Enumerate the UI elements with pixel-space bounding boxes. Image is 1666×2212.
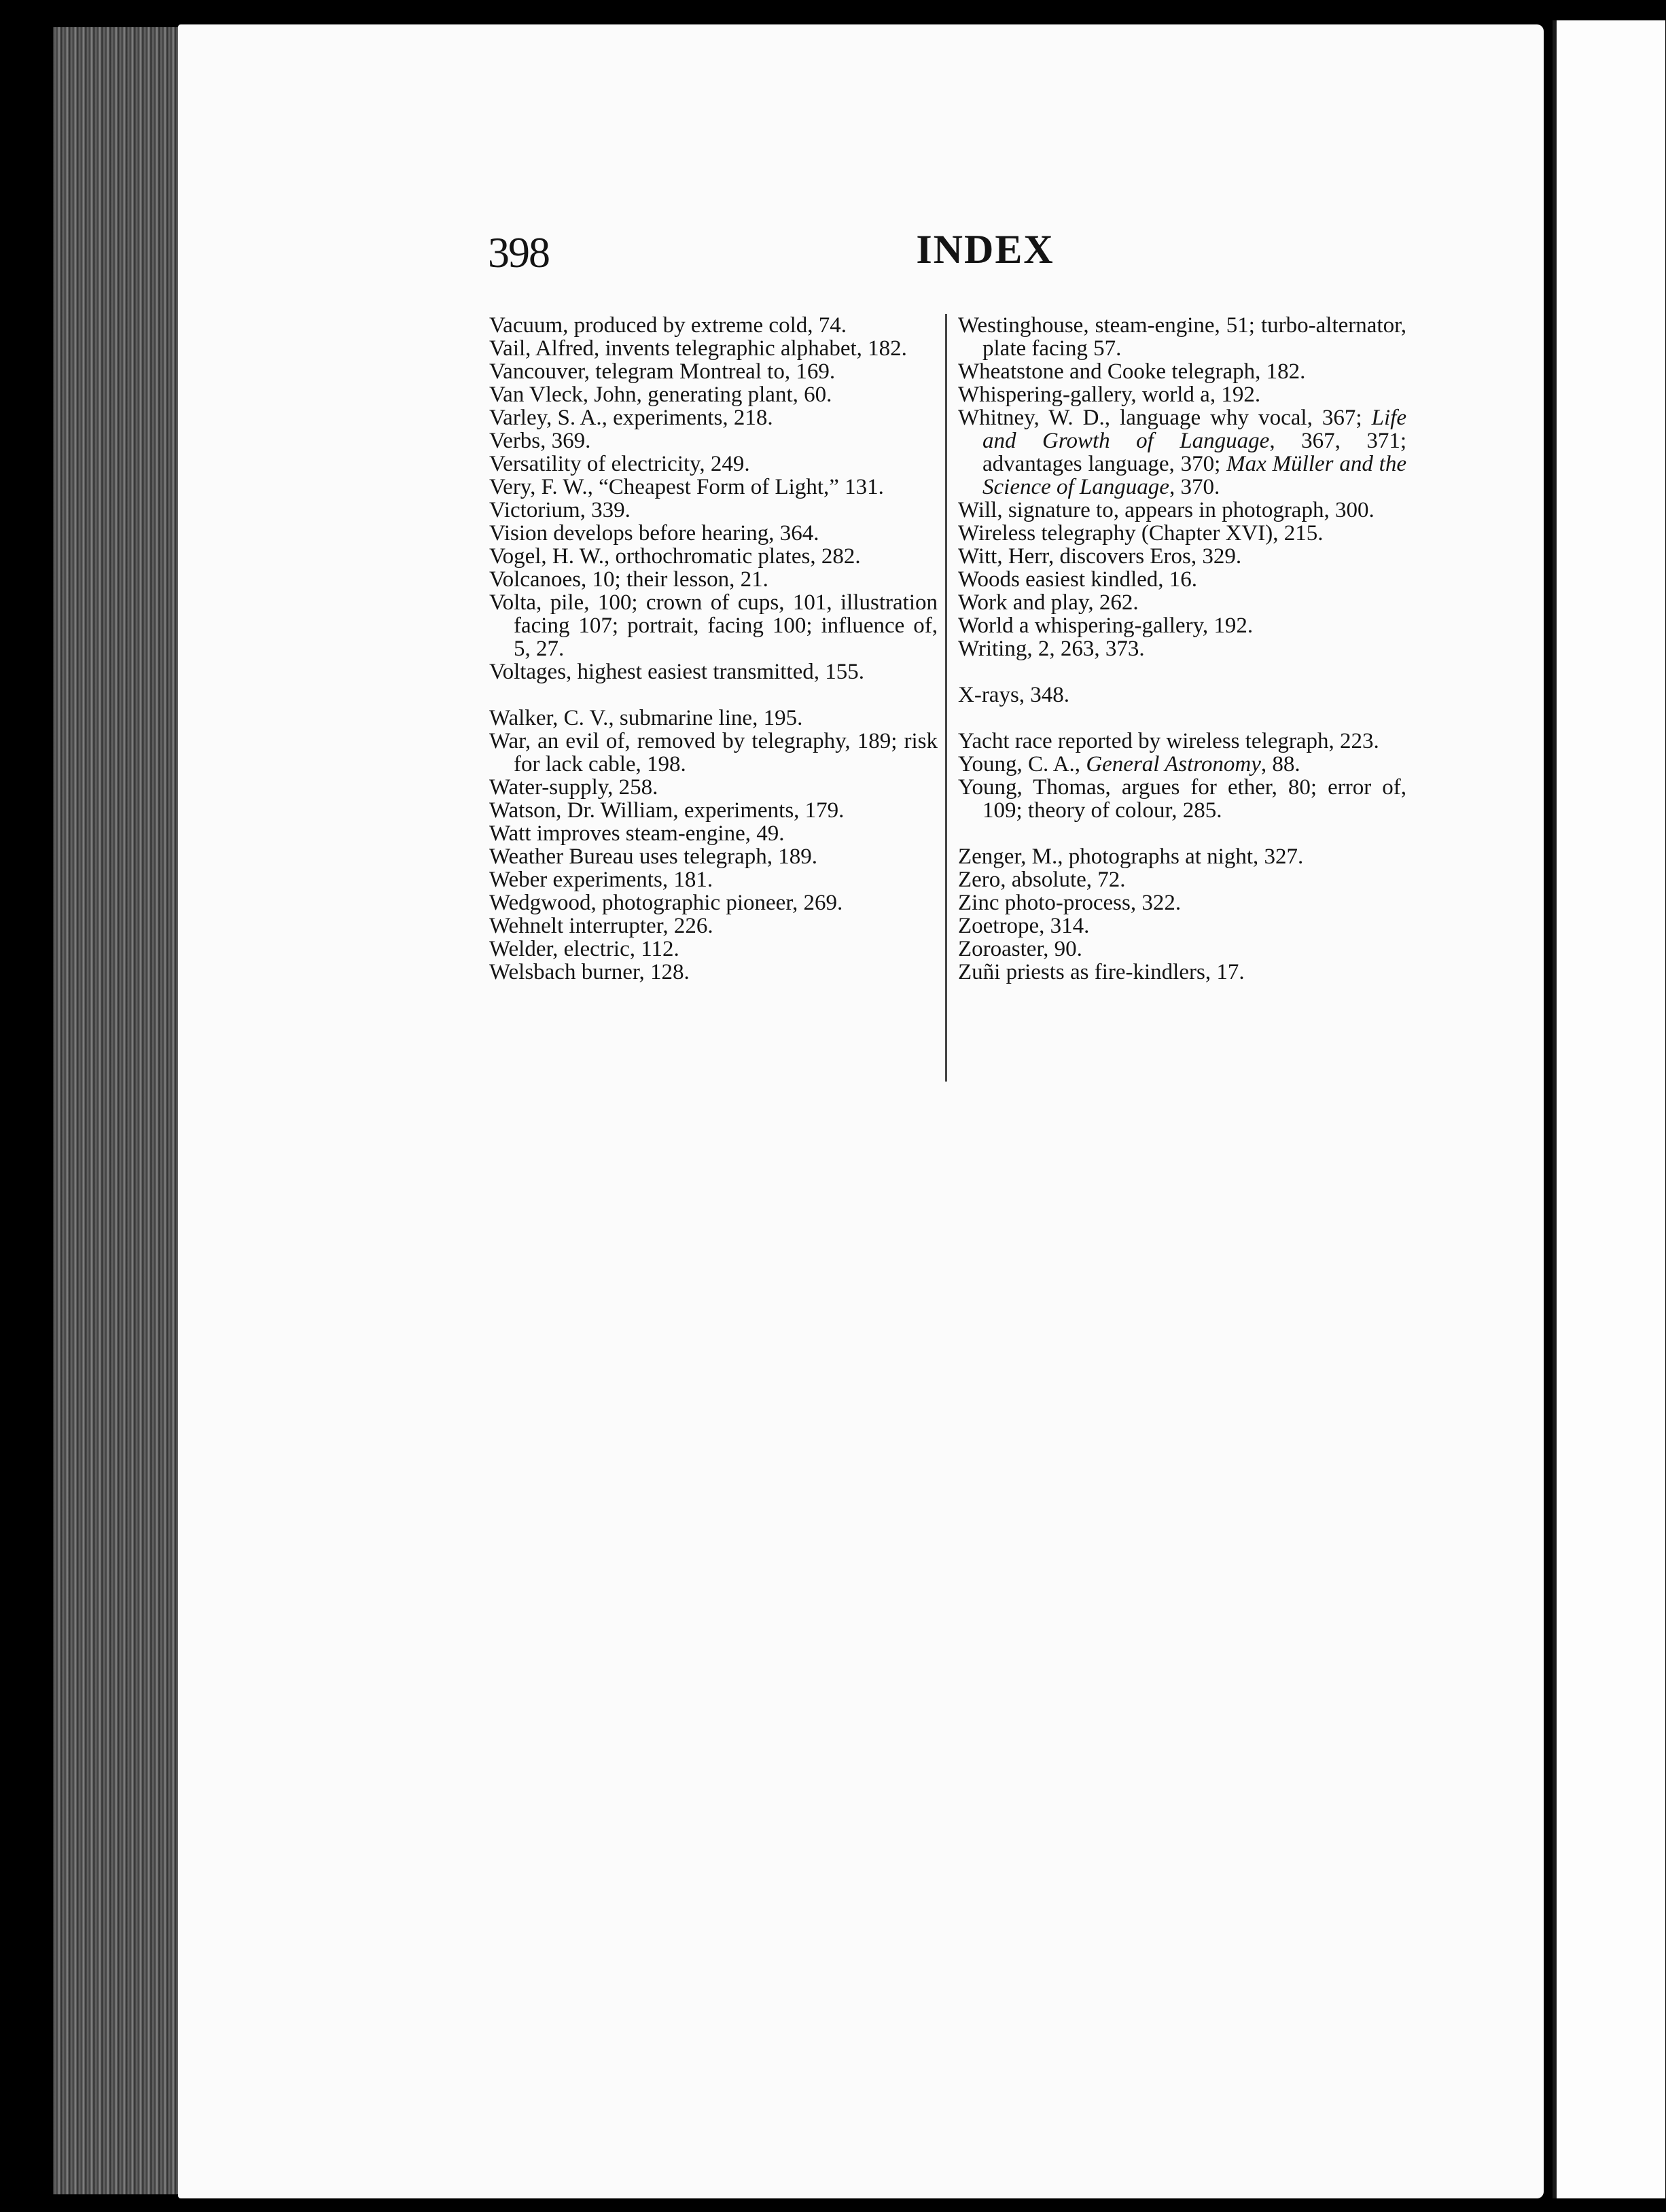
index-entry: Young, C. A., General Astronomy, 88. xyxy=(958,752,1300,777)
index-entry: Wedgwood, photographic pioneer, 269. xyxy=(489,891,843,915)
facing-page-edge xyxy=(1553,20,1665,2198)
index-column-right xyxy=(958,314,1406,984)
index-entry: Watt improves steam-engine, 49. xyxy=(489,821,785,846)
index-column-left xyxy=(489,314,938,984)
index-entry: Welsbach burner, 128. xyxy=(489,960,690,984)
letter-group-gap xyxy=(958,707,1406,730)
index-entry: Woods easiest kindled, 16. xyxy=(958,567,1198,592)
page-number: 398 xyxy=(488,228,549,276)
index-entry: Whispering-gallery, world a, 192. xyxy=(958,382,1261,407)
index-entry: Zero, absolute, 72. xyxy=(958,868,1126,892)
index-entry: Zoroaster, 90. xyxy=(958,937,1082,961)
index-entry: Westinghouse, steam-engine, 51; turbo-alternator, plate facing 57. xyxy=(958,313,1406,361)
index-entry: Water-supply, 258. xyxy=(489,775,658,800)
letter-group-gap xyxy=(958,660,1406,683)
index-entry: Varley, S. A., experiments, 218. xyxy=(489,406,773,430)
index-entry: Weber experiments, 181. xyxy=(489,868,713,892)
index-entry: Zoetrope, 314. xyxy=(958,914,1090,938)
letter-group-gap xyxy=(958,822,1406,845)
index-entry: Vogel, H. W., orthochromatic plates, 282. xyxy=(489,544,861,569)
index-entry: Whitney, W. D., language why vocal, 367; Life and Growth of Language, 367, 371; advantages language, 370; Max Müller and the Science of Language, 370. xyxy=(958,406,1407,499)
index-entry: Vacuum, produced by extreme cold, 74. xyxy=(489,313,847,338)
index-entry: Welder, electric, 112. xyxy=(489,937,679,961)
index-entry: Work and play, 262. xyxy=(958,590,1139,615)
index-entry: Vancouver, telegram Montreal to, 169. xyxy=(489,359,836,384)
index-entry: Zenger, M., photographs at night, 327. xyxy=(958,844,1304,869)
index-entry: Vail, Alfred, invents telegraphic alphabet, 182. xyxy=(489,336,907,361)
index-entry: Zuñi priests as fire-kindlers, 17. xyxy=(958,960,1245,984)
index-entry: Zinc photo-process, 322. xyxy=(958,891,1182,915)
index-entry: Young, Thomas, argues for ether, 80; error of, 109; theory of colour, 285. xyxy=(958,775,1406,823)
index-entry: Volta, pile, 100; crown of cups, 101, illustration facing 107; portrait, facing 100; influence of, 5, 27. xyxy=(489,590,938,661)
running-head: INDEX xyxy=(916,227,1054,272)
index-entry: Very, F. W., “Cheapest Form of Light,” 131. xyxy=(489,475,884,499)
index-entry: Weather Bureau uses telegraph, 189. xyxy=(489,844,817,869)
index-entry: Will, signature to, appears in photograph, 300. xyxy=(958,498,1375,522)
index-entry: War, an evil of, removed by telegraphy, 189; risk for lack cable, 198. xyxy=(489,729,938,777)
index-entry: Victorium, 339. xyxy=(489,498,631,522)
column-rule xyxy=(945,314,947,1082)
index-entry: Walker, C. V., submarine line, 195. xyxy=(489,706,803,730)
letter-group-gap xyxy=(489,683,938,707)
index-entry: Writing, 2, 263, 373. xyxy=(958,637,1145,661)
index-entry: Yacht race reported by wireless telegraph, 223. xyxy=(958,729,1379,753)
index-entry: X-rays, 348. xyxy=(958,683,1070,707)
index-entry: Volcanoes, 10; their lesson, 21. xyxy=(489,567,768,592)
index-entry: Verbs, 369. xyxy=(489,429,591,453)
index-entry: World a whispering-gallery, 192. xyxy=(958,613,1254,638)
index-entry: Witt, Herr, discovers Eros, 329. xyxy=(958,544,1242,569)
index-entry: Vision develops before hearing, 364. xyxy=(489,521,819,546)
index-entry: Watson, Dr. William, experiments, 179. xyxy=(489,798,845,823)
index-entry: Van Vleck, John, generating plant, 60. xyxy=(489,382,832,407)
index-entry: Wheatstone and Cooke telegraph, 182. xyxy=(958,359,1306,384)
index-entry: Wehnelt interrupter, 226. xyxy=(489,914,713,938)
index-entry: Voltages, highest easiest transmitted, 155. xyxy=(489,660,865,684)
page-edges xyxy=(53,27,182,2194)
index-entry: Wireless telegraphy (Chapter XVI), 215. xyxy=(958,521,1324,546)
index-entry: Versatility of electricity, 249. xyxy=(489,452,750,476)
